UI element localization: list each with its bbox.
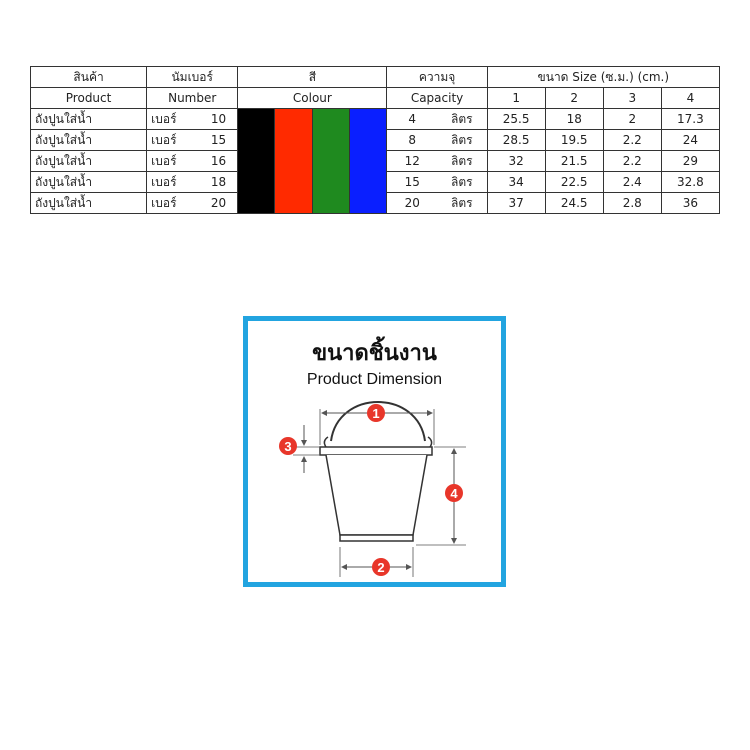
handle-hook-left [324, 437, 328, 447]
size-value-cell: 21.5 [545, 151, 603, 172]
table-row [31, 109, 720, 130]
svg-text:2: 2 [377, 560, 385, 575]
header-size-th: ขนาด Size (ซ.ม.) (cm.) [487, 67, 719, 88]
number-value-cell: 20 [200, 193, 238, 214]
size-value-cell: 28.5 [487, 130, 545, 151]
size-column-header: 4 [661, 88, 719, 109]
header-capacity-th: ความจุ [387, 67, 487, 88]
size-value-cell: 34 [487, 172, 545, 193]
size-value-cell: 32 [487, 151, 545, 172]
header-colour-th: สี [238, 67, 387, 88]
bucket-rim [320, 447, 432, 455]
header-capacity-en: Capacity [387, 88, 487, 109]
size-value-cell: 2.4 [603, 172, 661, 193]
product-name-cell: ถังปูนใส่น้ำ [31, 151, 147, 172]
svg-text:4: 4 [450, 486, 458, 501]
size-value-cell: 19.5 [545, 130, 603, 151]
number-value-cell: 15 [200, 130, 238, 151]
number-label-cell: เบอร์ [147, 130, 200, 151]
dimension-marker-4 [445, 484, 463, 502]
number-value-cell: 18 [200, 172, 238, 193]
capacity-unit-cell: ลิตร [437, 109, 487, 130]
size-value-cell: 24 [661, 130, 719, 151]
size-value-cell: 18 [545, 109, 603, 130]
header-row-th [31, 67, 720, 88]
dimension-marker-2 [372, 558, 390, 576]
header-colour-en: Colour [238, 88, 387, 109]
number-label-cell: เบอร์ [147, 151, 200, 172]
size-value-cell: 2.2 [603, 130, 661, 151]
capacity-unit-cell: ลิตร [437, 193, 487, 214]
capacity-value-cell: 15 [387, 172, 437, 193]
svg-text:3: 3 [284, 439, 292, 454]
header-product-en: Product [31, 88, 147, 109]
dimension-marker-1 [367, 404, 385, 422]
product-name-cell: ถังปูนใส่น้ำ [31, 193, 147, 214]
capacity-value-cell: 4 [387, 109, 437, 130]
number-label-cell: เบอร์ [147, 193, 200, 214]
size-value-cell: 32.8 [661, 172, 719, 193]
capacity-unit-cell: ลิตร [437, 130, 487, 151]
size-value-cell: 25.5 [487, 109, 545, 130]
product-name-cell: ถังปูนใส่น้ำ [31, 130, 147, 151]
header-product-th: สินค้า [31, 67, 147, 88]
dimension-marker-3 [279, 437, 297, 455]
size-value-cell: 2.2 [603, 151, 661, 172]
capacity-value-cell: 8 [387, 130, 437, 151]
size-value-cell: 2.8 [603, 193, 661, 214]
colour-swatch [313, 109, 350, 214]
product-name-cell: ถังปูนใส่น้ำ [31, 109, 147, 130]
capacity-unit-cell: ลิตร [437, 151, 487, 172]
bucket-base [340, 535, 413, 541]
number-label-cell: เบอร์ [147, 109, 200, 130]
handle-hook-right [428, 437, 432, 447]
svg-text:1: 1 [372, 406, 380, 421]
capacity-value-cell: 12 [387, 151, 437, 172]
colour-swatch [275, 109, 313, 214]
size-value-cell: 24.5 [545, 193, 603, 214]
dimension-title-th: ขนาดชิ้นงาน [312, 341, 437, 366]
bucket-body [326, 455, 427, 535]
size-column-header: 2 [545, 88, 603, 109]
size-value-cell: 2 [603, 109, 661, 130]
number-value-cell: 10 [200, 109, 238, 130]
spec-table [30, 66, 720, 214]
product-dimension-panel [243, 316, 506, 587]
bucket-diagram [248, 321, 501, 582]
size-value-cell: 36 [661, 193, 719, 214]
product-name-cell: ถังปูนใส่น้ำ [31, 172, 147, 193]
number-value-cell: 16 [200, 151, 238, 172]
colour-swatch [238, 109, 275, 214]
size-value-cell: 37 [487, 193, 545, 214]
number-label-cell: เบอร์ [147, 172, 200, 193]
size-column-header: 3 [603, 88, 661, 109]
colour-swatch [350, 109, 387, 214]
size-value-cell: 29 [661, 151, 719, 172]
size-value-cell: 17.3 [661, 109, 719, 130]
header-number-en: Number [147, 88, 238, 109]
capacity-value-cell: 20 [387, 193, 437, 214]
size-column-header: 1 [487, 88, 545, 109]
dimension-title-en: Product Dimension [306, 371, 443, 388]
header-row-en [31, 88, 720, 109]
size-value-cell: 22.5 [545, 172, 603, 193]
header-number-th: นัมเบอร์ [147, 67, 238, 88]
capacity-unit-cell: ลิตร [437, 172, 487, 193]
